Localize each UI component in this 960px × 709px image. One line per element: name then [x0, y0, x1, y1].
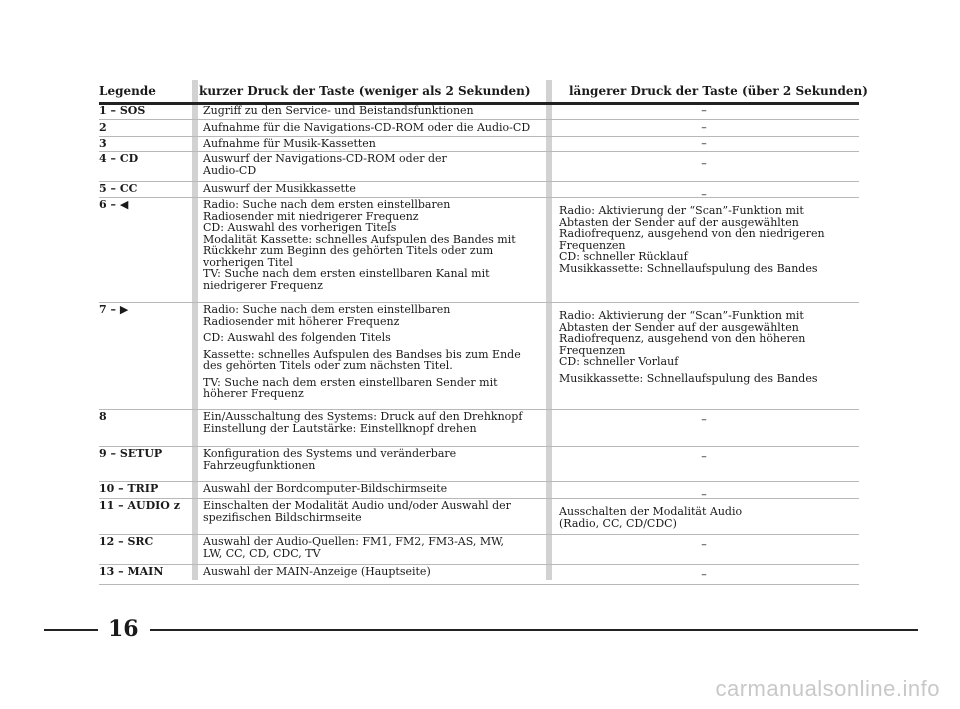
long-press-line: –	[701, 157, 707, 170]
header-legend: Legende	[99, 84, 156, 98]
table-row	[99, 564, 859, 585]
row-legend: 13 – MAIN	[99, 565, 164, 578]
row-short-press	[203, 199, 543, 291]
long-press-line: Ausschalten der Modalität Audio	[559, 505, 743, 518]
row-short-press	[203, 183, 543, 195]
row-legend: 3	[99, 137, 107, 150]
footer-rule-right	[150, 629, 918, 631]
long-press-line: Radiofrequenz, ausgehend von den niedrigeren	[559, 227, 825, 240]
row-long-press	[554, 539, 854, 551]
short-press-line: TV: Suche nach dem ersten einstellbaren Kanal mit	[203, 267, 490, 280]
short-press-line: Einstellung der Lautstärke: Einstellknopf drehen	[203, 421, 477, 435]
long-press-line: –	[701, 104, 707, 117]
short-press-line: vorherigen Titel	[203, 255, 293, 269]
table-row	[99, 151, 859, 182]
short-press-line: Einschalten der Modalität Audio und/oder Auswahl der	[203, 499, 511, 512]
long-press-line: Musikkassette: Schnellaufspulung des Bandes	[559, 261, 818, 275]
table-row	[99, 120, 859, 137]
long-press-line: CD: schneller Vorlauf	[559, 355, 679, 368]
long-press-line: (Radio, CC, CD/CDC)	[559, 516, 677, 530]
row-short-press	[203, 411, 543, 434]
row-legend: 6 – ◀	[99, 198, 129, 211]
table-header	[99, 80, 868, 105]
short-press-line: höherer Frequenz	[203, 387, 304, 400]
short-press-line: niedrigerer Frequenz	[203, 278, 323, 292]
row-legend: 11 – AUDIO z	[99, 499, 180, 512]
row-long-press	[559, 506, 849, 529]
row-legend: 10 – TRIP	[99, 482, 159, 495]
header-short-press: kurzer Druck der Taste (weniger als 2 Sekunden)	[199, 84, 531, 98]
short-press-line: Aufnahme für Musik-Kassetten	[203, 137, 376, 150]
long-press-line: –	[701, 188, 707, 201]
short-press-line: Konfiguration des Systems und veränderbare	[203, 447, 457, 460]
long-press-line: Abtasten der Sender auf der ausgewählten	[559, 215, 799, 229]
row-legend: 12 – SRC	[99, 535, 154, 548]
page-number: 16	[108, 616, 139, 642]
short-press-line: Auswahl der Bordcomputer-Bildschirmseite	[203, 482, 448, 495]
short-press-line: Zugriff zu den Service- und Beistandsfunktionen	[203, 104, 474, 117]
long-press-line: Frequenzen	[559, 238, 626, 252]
short-press-line: Auswurf der Musikkassette	[203, 182, 356, 195]
short-press-line: des gehörten Titels oder zum nächsten Titel.	[203, 359, 453, 372]
row-short-press	[203, 566, 543, 578]
table-row	[99, 498, 859, 535]
long-press-line: –	[701, 137, 707, 150]
short-press-line: Radio: Suche nach dem ersten einstellbaren	[203, 198, 451, 211]
watermark: carmanualsonline.info	[715, 676, 940, 701]
row-long-press	[559, 205, 849, 274]
short-press-line: Auswurf der Navigations-CD-ROM oder der	[203, 152, 447, 165]
long-press-line: Frequenzen	[559, 343, 626, 357]
row-long-press	[554, 158, 854, 170]
short-press-line: TV: Suche nach dem ersten einstellbaren Sender mit	[203, 375, 498, 389]
short-press-line: LW, CC, CD, CDC, TV	[203, 546, 321, 560]
row-short-press	[203, 304, 543, 400]
table-row	[99, 534, 859, 565]
short-press-line: Aufnahme für die Navigations-CD-ROM oder die Audio-CD	[203, 121, 531, 134]
row-long-press	[554, 451, 854, 463]
short-press-line: Rückkehr zum Beginn des gehörten Titels oder zum	[203, 244, 494, 257]
row-short-press	[203, 500, 543, 523]
short-press-line: CD: Auswahl des folgenden Titels	[203, 331, 391, 344]
short-press-line: CD: Auswahl des vorherigen Titels	[203, 221, 397, 234]
row-legend: 9 – SETUP	[99, 447, 163, 460]
long-press-line: –	[701, 488, 707, 501]
short-press-line: Ein/Ausschaltung des Systems: Druck auf den Drehknopf	[203, 410, 523, 423]
short-press-line: Auswahl der MAIN-Anzeige (Hauptseite)	[203, 565, 431, 578]
row-legend: 5 – CC	[99, 182, 138, 195]
long-press-line: –	[701, 413, 707, 426]
long-press-line: Musikkassette: Schnellaufspulung des Bandes	[559, 371, 818, 385]
row-short-press	[203, 122, 543, 134]
short-press-line: Auswahl der Audio-Quellen: FM1, FM2, FM3-AS, MW,	[203, 535, 505, 548]
table-row	[99, 103, 859, 120]
table-row	[99, 446, 859, 482]
row-long-press	[554, 105, 854, 117]
table-row	[99, 481, 859, 499]
row-short-press	[203, 448, 543, 471]
short-press-line: Radio: Suche nach dem ersten einstellbaren	[203, 303, 451, 316]
table-row	[99, 197, 859, 303]
row-legend: 2	[99, 121, 107, 134]
header-long-press: längerer Druck der Taste (über 2 Sekunden)	[569, 84, 868, 98]
row-long-press	[554, 569, 854, 581]
table-row	[99, 302, 859, 410]
long-press-line: Abtasten der Sender auf der ausgewählten	[559, 320, 799, 334]
long-press-line: –	[701, 568, 707, 581]
row-legend: 7 – ▶	[99, 303, 129, 316]
row-short-press	[203, 536, 543, 559]
long-press-line: Radio: Aktivierung der “Scan”-Funktion mit	[559, 309, 804, 322]
row-long-press	[559, 310, 849, 384]
short-press-line: Fahrzeugfunktionen	[203, 458, 316, 472]
row-legend: 1 – SOS	[99, 104, 146, 117]
row-legend: 4 – CD	[99, 152, 139, 165]
long-press-line: –	[701, 538, 707, 551]
table-row	[99, 181, 859, 201]
row-short-press	[203, 138, 543, 150]
row-long-press	[554, 138, 854, 150]
short-press-line: Radiosender mit niedrigerer Frequenz	[203, 209, 419, 223]
short-press-line: spezifischen Bildschirmseite	[203, 510, 362, 524]
row-long-press	[554, 414, 854, 426]
long-press-line: Radiofrequenz, ausgehend von den höheren	[559, 332, 806, 345]
short-press-line: Audio-CD	[203, 163, 257, 177]
long-press-line: –	[701, 121, 707, 134]
row-short-press	[203, 153, 543, 176]
short-press-line: Kassette: schnelles Aufspulen des Bandses bis zum Ende	[203, 347, 521, 361]
short-press-line: Modalität Kassette: schnelles Aufspulen des Bandes mit	[203, 232, 516, 246]
row-long-press	[554, 122, 854, 134]
row-short-press	[203, 483, 543, 495]
long-press-line: Radio: Aktivierung der “Scan”-Funktion mit	[559, 204, 804, 217]
row-legend: 8	[99, 410, 107, 423]
row-short-press	[203, 105, 543, 117]
footer-rule-left	[44, 629, 98, 631]
table-row	[99, 409, 859, 447]
long-press-line: CD: schneller Rücklauf	[559, 250, 688, 263]
table-row	[99, 136, 859, 152]
long-press-line: –	[701, 450, 707, 463]
short-press-line: Radiosender mit höherer Frequenz	[203, 314, 400, 328]
